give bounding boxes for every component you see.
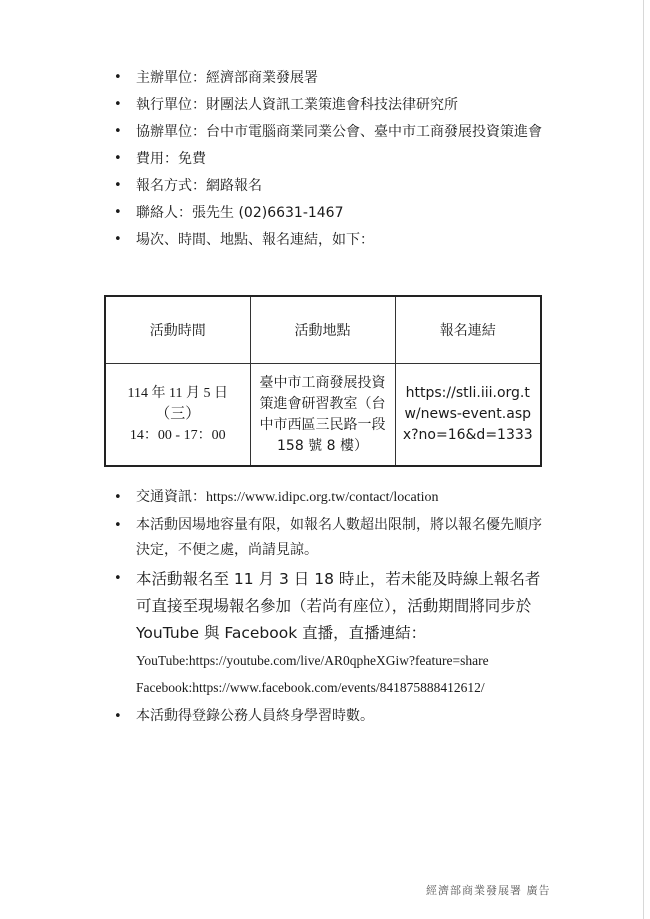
event-weekday: （三） (155, 406, 201, 422)
header-time: 活動時間 (105, 296, 250, 364)
info-item-schedule-intro: • 場次、時間、地點、報名連結，如下： (112, 228, 552, 252)
info-item-fee: • 費用：免費 (112, 147, 552, 171)
info-item-registration-method: • 報名方式：網路報名 (112, 174, 552, 198)
note-deadline (112, 566, 552, 701)
cell-registration-link[interactable]: https://stli.iii.org.tw/news-event.aspx?no=16&d=1333 (395, 364, 541, 467)
header-location: 活動地點 (250, 296, 395, 364)
info-list (112, 66, 552, 255)
youtube-link[interactable]: YouTube:https://youtube.com/live/AR0qpheXGiw?feature=share (136, 653, 489, 668)
event-time: 14：00 - 17：00 (129, 428, 226, 443)
footer-sponsor: 經濟部商業發展署 廣告 (426, 884, 551, 897)
info-item-organizer: • 主辦單位：經濟部商業發展署 (112, 66, 552, 90)
schedule-table (104, 295, 542, 467)
info-item-executor: • 執行單位：財團法人資訊工業策進會科技法律研究所 (112, 93, 552, 117)
page-edge-line (643, 0, 644, 919)
note-traffic (112, 485, 552, 510)
cell-location: 臺中市工商發展投資策進會研習教室（台中市西區三民路一段 158 號 8 樓） (250, 364, 395, 467)
note-learning-hours: • 本活動得登錄公務人員終身學習時數。 (112, 704, 552, 729)
info-item-co-organizer: • 協辦單位：台中市電腦商業同業公會、臺中市工商發展投資策進會 (112, 120, 552, 144)
traffic-info[interactable]: 交通資訊：https://www.idipc.org.tw/contact/location (136, 490, 439, 505)
note-capacity: • 本活動因場地容量有限，如報名人數超出限制，將以報名優先順序決定，不便之處，尚請見諒。 (112, 513, 552, 563)
table-header-row (105, 296, 541, 364)
table-row (105, 364, 541, 467)
cell-time (105, 364, 250, 467)
event-date: 114 年 11 月 5 日 (127, 386, 228, 401)
facebook-link[interactable]: Facebook:https://www.facebook.com/events/841875888412612/ (136, 680, 485, 695)
deadline-text: 本活動報名至 11 月 3 日 18 時止，若未能及時線上報名者可直接至現場報名參加（若尚有座位），活動期間將同步於 YouTube 與 Facebook 直播，直播連結： (136, 570, 541, 642)
header-link: 報名連結 (395, 296, 541, 364)
info-item-contact: • 聯絡人：張先生 (02)6631-1467 (112, 201, 552, 225)
notes-list (112, 485, 552, 732)
